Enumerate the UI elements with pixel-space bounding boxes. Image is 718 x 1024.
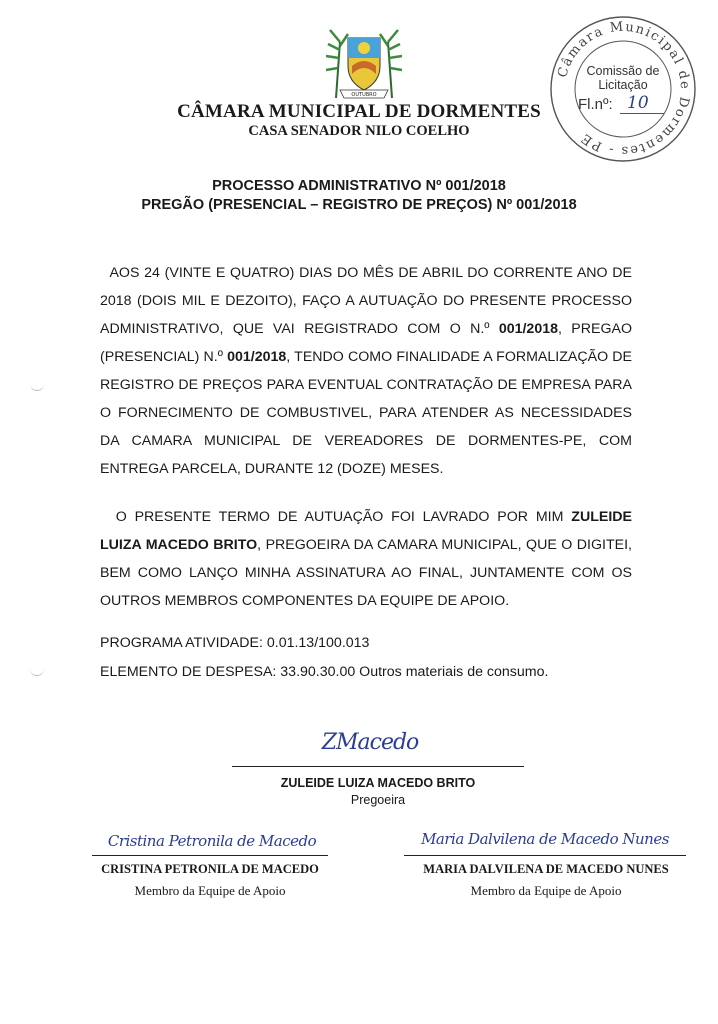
coat-of-arms-icon (318, 22, 410, 104)
member-right-name: MARIA DALVILENA DE MACEDO NUNES (423, 862, 669, 876)
signature-line (92, 855, 328, 856)
auction-number: 001/2018 (227, 349, 287, 365)
pregoeira-name: ZULEIDE LUIZA MACEDO BRITO (280, 776, 476, 790)
member-left-role: Membro da Equipe de Apoio (134, 883, 286, 898)
stamp-commission-label: Comissão de Licitação (586, 64, 660, 92)
stamp-folio-line (620, 113, 664, 114)
member-left-name: CRISTINA PETRONILA DE MACEDO (101, 862, 319, 876)
pregoeira-signature: ZMacedo (321, 730, 419, 755)
institution-building: CASA SENADOR NILO COELHO (248, 123, 470, 139)
term-paragraph (100, 503, 632, 615)
program-activity: PROGRAMA ATIVIDADE: 0.01.13/100.013 (100, 635, 370, 651)
stamp-folio-label: Fl.nº: (578, 96, 613, 113)
expense-element: ELEMENTO DE DESPESA: 33.90.30.00 Outros materiais de consumo. (100, 664, 549, 680)
member-right-signature: Maria Dalvilena de Macedo Nunes (421, 830, 669, 848)
process-title: PROCESSO ADMINISTRATIVO Nº 001/2018 (212, 178, 506, 194)
punch-mark (30, 380, 44, 391)
paragraph-text: AOS 24 (VINTE E QUATRO) DIAS DO MÊS DE ABRIL DO CORRENTE ANO DE 2018 (DOIS MIL E DEZOITO), FAÇO A AUTUAÇÃO DO PRESENTE PROCESSO ADMINISTRATIVO, QUE VAI REGISTRADO COM O N.º (100, 265, 632, 337)
process-number: 001/2018 (498, 321, 558, 337)
member-right-role: Membro da Equipe de Apoio (470, 883, 622, 898)
stamp-folio-number: 10 (627, 93, 649, 113)
pregoeira-role: Pregoeira (350, 793, 406, 807)
auctioneer-name-bold: ZULEIDE LUIZA MACEDO BRITO (100, 509, 632, 553)
paragraph-text: , PREGAO (PRESENCIAL) N.º (100, 321, 632, 365)
auction-title: PREGÃO (PRESENCIAL – REGISTRO DE PREÇOS) Nº 001/2018 (141, 197, 577, 213)
signature-line (232, 766, 524, 767)
paragraph-text: O PRESENTE TERMO DE AUTUAÇÃO FOI LAVRADO POR MIM (115, 509, 572, 525)
paragraph-text: , PREGOEIRA DA CAMARA MUNICIPAL, QUE O DIGITEI, BEM COMO LANÇO MINHA ASSINATURA AO FINAL, JUNTAMENTE COM OS OUTROS MEMBROS COMPONENTES DA EQUIPE DE APOIO. (100, 537, 632, 609)
paragraph-text: , TENDO COMO FINALIDADE A FORMALIZAÇÃO DE REGISTRO DE PREÇOS PARA EVENTUAL CONTRATAÇÃO DE EMPRESA PARA O FORNECIMENTO DE COMBUSTIVEL, PARA ATENDER AS NECESSIDADES DA CAMARA MUNICIPAL DE VEREADORES DE DORMENTES-PE, COM ENTREGA PARCELA, DURANTE 12 (DOZE) MESES. (100, 349, 633, 477)
autuacao-paragraph (100, 259, 632, 483)
institution-name: CÂMARA MUNICIPAL DE DORMENTES (177, 101, 541, 122)
punch-mark (30, 665, 44, 676)
member-left-signature: Cristina Petronila de Macedo (107, 832, 317, 850)
crest-ribbon-text: OUTUBRO (351, 92, 377, 98)
stamp-ring-text: Câmara Municipal de Dormentes - PE (555, 19, 693, 159)
signature-line (404, 855, 686, 856)
